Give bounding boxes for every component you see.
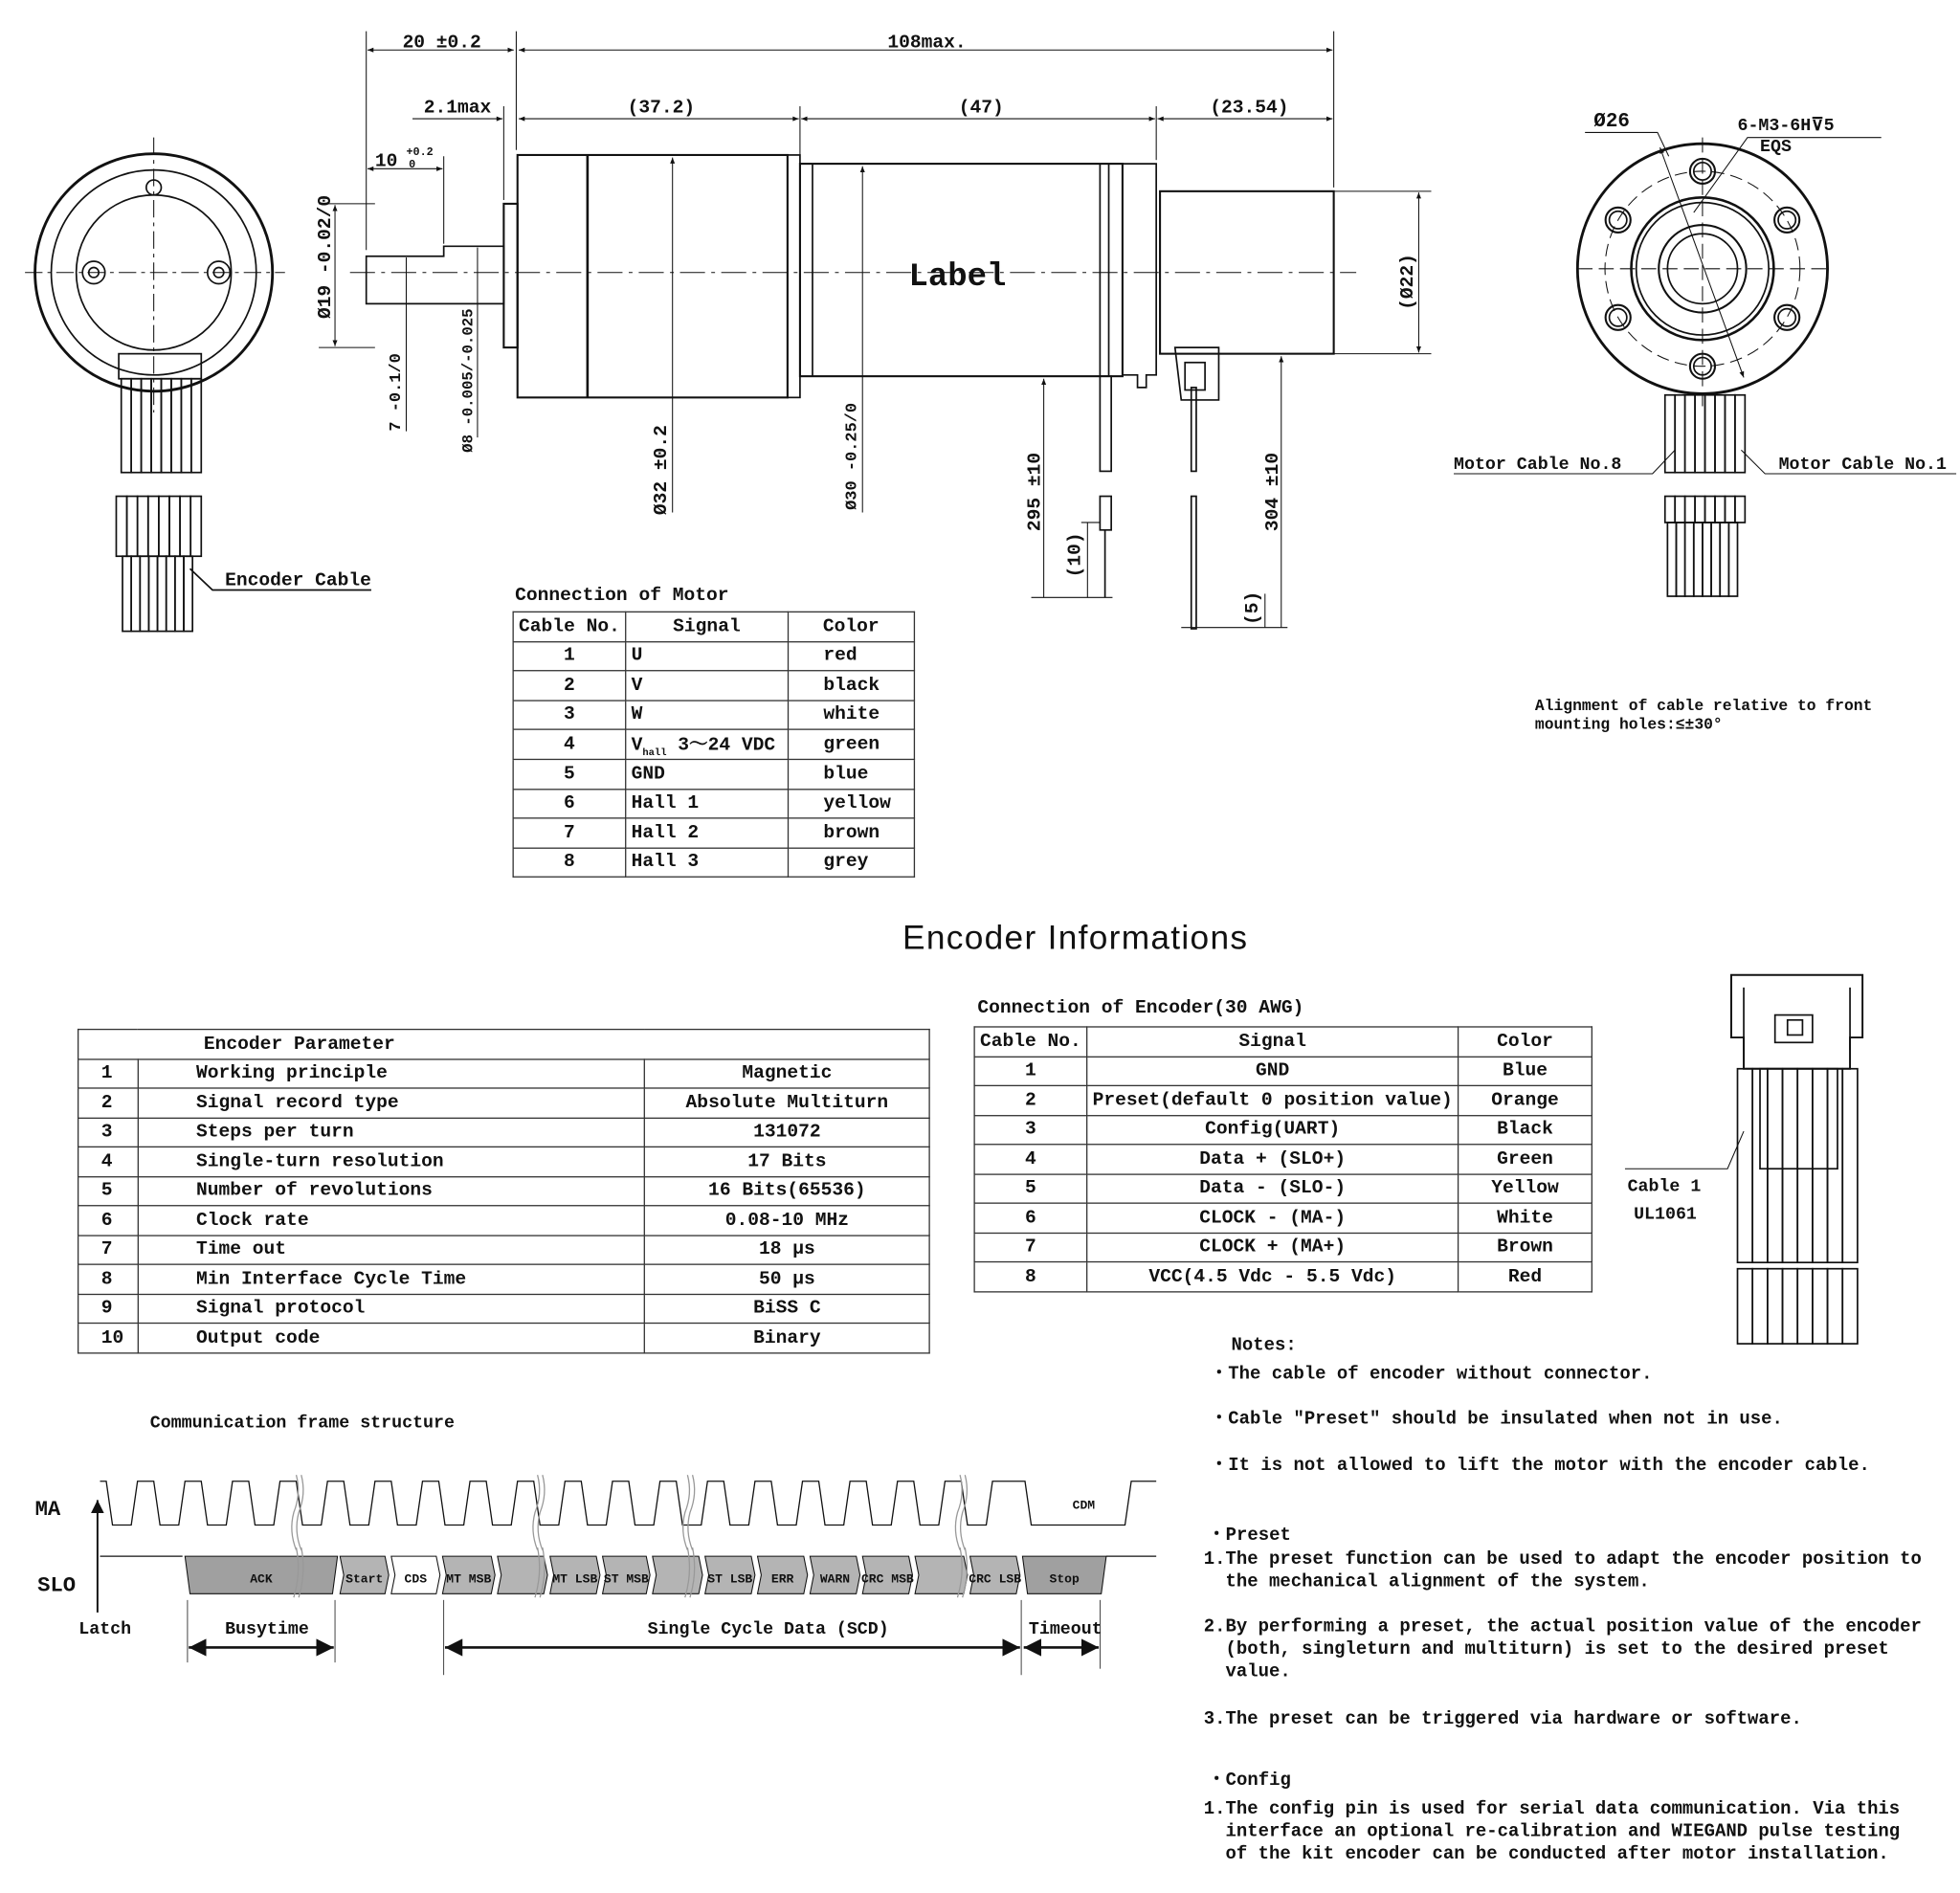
cable-no-cell: 2 [513, 671, 626, 701]
cable-wire [1752, 1269, 1768, 1344]
cable-wire [181, 379, 190, 473]
color-cell: yellow [788, 789, 914, 818]
table-row [513, 818, 914, 848]
cable-wire [1828, 1069, 1843, 1262]
param-value-cell: 131072 [645, 1118, 929, 1147]
cable-wire [1738, 1069, 1753, 1262]
signal-text: W [631, 703, 643, 725]
param-name-cell: Single-turn resolution [138, 1147, 644, 1176]
cable-wire [142, 379, 151, 473]
cable-wire [151, 379, 161, 473]
cable-wire [148, 556, 157, 631]
notes-heading: Notes: [1231, 1336, 1297, 1357]
table-row [974, 1262, 1592, 1292]
signal-subscript: hall [642, 747, 667, 759]
cable-wire [1675, 395, 1684, 473]
signal-text: U [631, 645, 643, 667]
table-row [78, 1324, 929, 1353]
table-row [78, 1118, 929, 1147]
cdm-label: CDM [1072, 1498, 1096, 1513]
cable-no-cell: 4 [513, 729, 626, 759]
segment-label: MT LSB [552, 1571, 598, 1587]
table-row [78, 1206, 929, 1236]
slo-segment [498, 1556, 547, 1593]
cable-wire [1725, 395, 1734, 473]
param-no-cell: 8 [78, 1264, 139, 1294]
cable-wire [1675, 497, 1684, 523]
ma-label: MA [34, 1498, 61, 1523]
cable-wire [1705, 497, 1715, 523]
segment-label: ACK [250, 1571, 273, 1587]
table-header-row [974, 1027, 1592, 1057]
header-signal: Signal [1087, 1027, 1459, 1057]
param-no-cell: 1 [78, 1058, 139, 1088]
dim-cable-295: 295 ±10 [1024, 452, 1046, 532]
signal-cell [626, 818, 788, 848]
cable-no-cell: 3 [513, 700, 626, 729]
param-name-cell: Signal protocol [138, 1294, 644, 1324]
encoder-cable-sketch [1625, 975, 1862, 1344]
color-cell: grey [788, 848, 914, 878]
table-row [513, 848, 914, 878]
section-title: Encoder Informations [902, 918, 1249, 957]
note-item: ・The cable of encoder without connector. [1210, 1365, 1653, 1386]
holes-label: 6-M3-6H⊽5 [1737, 116, 1835, 136]
cable-wire [1783, 1069, 1798, 1262]
signal-cell [626, 789, 788, 818]
table-row [974, 1173, 1592, 1203]
cable-wire [1797, 1069, 1813, 1262]
cable-no-cell: 7 [974, 1233, 1087, 1262]
ul1061-label: UL1061 [1634, 1205, 1697, 1225]
cable-wire [158, 556, 167, 631]
cable-wire [1842, 1269, 1858, 1344]
mounting-hole-inner [1778, 309, 1795, 326]
param-value-cell: 16 Bits(65536) [645, 1176, 929, 1206]
cable-wire [184, 556, 192, 631]
param-table-title: Encoder Parameter [78, 1030, 929, 1059]
color-cell: Green [1459, 1145, 1592, 1174]
cable-no-cell: 8 [513, 848, 626, 878]
cable-wire [148, 497, 159, 557]
cable-wire [140, 556, 148, 631]
cable-wire [1725, 497, 1734, 523]
dim-flat-tol-upper: +0.2 [406, 145, 434, 159]
signal-text: Hall 2 [631, 822, 700, 844]
table-row [78, 1264, 929, 1294]
preset-note: 2.By performing a preset, the actual position value of the encoder (both, singleturn and multiturn) is set to the desired preset value. [1203, 1617, 1922, 1683]
cable-wire [159, 497, 169, 557]
preset-heading: ・Preset [1207, 1526, 1291, 1547]
signal-text: V [631, 674, 643, 697]
segment-label: CRC LSB [969, 1571, 1022, 1587]
dim-motor-length: (47) [958, 97, 1004, 119]
label-text: Label [908, 258, 1007, 296]
cable-wire [191, 379, 201, 473]
dim-flat-length: 10 [374, 150, 398, 172]
cable-wire [1720, 523, 1728, 596]
cable-no-cell: 6 [974, 1203, 1087, 1233]
slo-label: SLO [37, 1573, 77, 1598]
color-cell: green [788, 729, 914, 759]
slo-segment [653, 1556, 702, 1593]
dim-gearhead-length: (37.2) [627, 97, 696, 119]
cable-wire [1711, 523, 1720, 596]
param-no-cell: 5 [78, 1176, 139, 1206]
cable-wire [1665, 395, 1675, 473]
signal-cell: GND [1087, 1057, 1459, 1086]
dim-dia19: Ø19 -0.02/0 [314, 194, 336, 320]
param-no-cell: 6 [78, 1206, 139, 1236]
break-mark [683, 1475, 695, 1549]
mounting-hole-inner [1778, 212, 1795, 229]
signal-cell: Data - (SLO-) [1087, 1173, 1459, 1203]
latch-label: Latch [78, 1620, 132, 1640]
color-cell: black [788, 671, 914, 701]
color-cell: Red [1459, 1262, 1592, 1292]
cable-no-cell: 3 [974, 1115, 1087, 1145]
table-row [974, 1057, 1592, 1086]
signal-cell: Preset(default 0 position value) [1087, 1085, 1459, 1115]
signal-cell [626, 848, 788, 878]
cable-wire [1685, 497, 1695, 523]
param-name-cell: Output code [138, 1324, 644, 1353]
cable-wire [131, 556, 140, 631]
cable-wire [1667, 523, 1676, 596]
cable-wire [190, 497, 201, 557]
cable-wire [1715, 395, 1725, 473]
segment-label: Start [345, 1571, 384, 1587]
table-row [513, 759, 914, 789]
signal-cell: CLOCK - (MA-) [1087, 1203, 1459, 1233]
motor-cable-1-label: Motor Cable No.1 [1778, 455, 1947, 475]
param-no-cell: 3 [78, 1118, 139, 1147]
timeout-label: Timeout [1028, 1620, 1102, 1640]
signal-cell: Data + (SLO+) [1087, 1145, 1459, 1174]
cable-wire [167, 556, 175, 631]
cable-wire [1694, 523, 1703, 596]
cable-wire [1813, 1069, 1828, 1262]
cable-wire [1738, 1269, 1753, 1344]
table-row [974, 1233, 1592, 1262]
dim-strip-5: (5) [1241, 590, 1263, 626]
cable-wire [1828, 1269, 1843, 1344]
param-value-cell: 18 μs [645, 1235, 929, 1264]
cable-wire [180, 497, 190, 557]
table-row [974, 1203, 1592, 1233]
timing-title: Communication frame structure [149, 1414, 455, 1435]
encoder-parameter-table [78, 1029, 930, 1353]
cable-wire [171, 379, 181, 473]
color-cell: White [1459, 1203, 1592, 1233]
cable-wire [1735, 395, 1745, 473]
table-row [513, 789, 914, 818]
param-no-cell: 2 [78, 1088, 139, 1118]
color-cell: Blue [1459, 1057, 1592, 1086]
dim-encoder-length: (23.54) [1210, 97, 1289, 119]
table-row [513, 729, 914, 759]
param-value-cell: 50 μs [645, 1264, 929, 1294]
param-no-cell: 7 [78, 1235, 139, 1264]
cable-wire [169, 497, 180, 557]
cable-no-cell: 8 [974, 1262, 1087, 1292]
cable-wire [1695, 395, 1704, 473]
ma-clock-waveform [100, 1481, 1156, 1526]
signal-cell: VCC(4.5 Vdc - 5.5 Vdc) [1087, 1262, 1459, 1292]
cable-1-label: Cable 1 [1627, 1177, 1702, 1197]
dim-shaft-length: 20 ±0.2 [402, 32, 481, 54]
segment-label: ST LSB [707, 1571, 753, 1587]
signal-cell [626, 729, 788, 759]
signal-cell [626, 759, 788, 789]
header-color: Color [1459, 1027, 1592, 1057]
table-row [513, 700, 914, 729]
eqs-label: EQS [1760, 138, 1792, 158]
color-cell: blue [788, 759, 914, 789]
busytime-label: Busytime [225, 1620, 309, 1640]
param-value-cell: 17 Bits [645, 1147, 929, 1176]
motor-connection-table [513, 612, 916, 878]
cable-no-cell: 2 [974, 1085, 1087, 1115]
alignment-note-2: mounting holes:≤±30° [1534, 715, 1723, 734]
param-no-cell: 9 [78, 1294, 139, 1324]
table-row [974, 1115, 1592, 1145]
param-name-cell: Signal record type [138, 1088, 644, 1118]
dim-flat7: 7 -0.1/0 [387, 353, 406, 432]
cable-no-cell: 7 [513, 818, 626, 848]
signal-text: Hall 1 [631, 792, 700, 814]
note-item: ・It is not allowed to lift the motor with the encoder cable. [1210, 1456, 1870, 1477]
header-color: Color [788, 612, 914, 641]
signal-cell [626, 641, 788, 671]
color-cell: Yellow [1459, 1173, 1592, 1203]
signal-cell: CLOCK + (MA+) [1087, 1233, 1459, 1262]
note-item: ・Cable "Preset" should be insulated when not in use. [1210, 1410, 1783, 1431]
signal-cell [626, 700, 788, 729]
param-no-cell: 4 [78, 1147, 139, 1176]
signal-text: V [631, 734, 643, 757]
param-no-cell: 10 [78, 1324, 139, 1353]
break-mark [292, 1475, 303, 1549]
cable-wire [1813, 1269, 1828, 1344]
cable-wire [1677, 523, 1685, 596]
cable-wire [1703, 523, 1711, 596]
signal-text: Hall 3 [631, 851, 700, 873]
motor-table-title: Connection of Motor [515, 585, 729, 607]
dim-dia32: Ø32 ±0.2 [651, 425, 673, 516]
side-view [319, 32, 1431, 629]
cable-wire [1685, 523, 1694, 596]
param-name-cell: Min Interface Cycle Time [138, 1264, 644, 1294]
cable-wire [175, 556, 184, 631]
dim-strip-10: (10) [1064, 532, 1086, 578]
scd-label: Single Cycle Data (SCD) [647, 1620, 889, 1640]
header-signal: Signal [626, 612, 788, 641]
dim-cable-304: 304 ±10 [1261, 452, 1283, 532]
table-row [78, 1088, 929, 1118]
timing-diagram [98, 1475, 1156, 1675]
table-row [513, 671, 914, 701]
table-row [78, 1294, 929, 1324]
table-row [513, 641, 914, 671]
color-cell: Orange [1459, 1085, 1592, 1115]
cable-no-cell: 5 [974, 1173, 1087, 1203]
cable-wire [1768, 1269, 1783, 1344]
cable-wire [1715, 497, 1725, 523]
cable-wire [1768, 1069, 1783, 1262]
cable-wire [1705, 395, 1715, 473]
param-value-cell: Magnetic [645, 1058, 929, 1088]
cable-wire [1842, 1069, 1858, 1262]
cable-no-cell: 1 [974, 1057, 1087, 1086]
motor-cable-8-label: Motor Cable No.8 [1454, 455, 1622, 475]
preset-note: 3.The preset can be triggered via hardware or software. [1203, 1709, 1802, 1730]
segment-label: CDS [404, 1571, 428, 1587]
color-cell: red [788, 641, 914, 671]
cable-wire [1685, 395, 1695, 473]
dim-dia22: (Ø22) [1396, 254, 1418, 310]
cable-wire [1783, 1269, 1798, 1344]
segment-label: CRC MSB [860, 1571, 914, 1587]
header-cable-no: Cable No. [974, 1027, 1087, 1057]
cable-no-cell: 1 [513, 641, 626, 671]
segment-label: MT MSB [446, 1571, 492, 1587]
front-view [1454, 132, 1956, 596]
cable-wire [1665, 497, 1675, 523]
color-cell: white [788, 700, 914, 729]
dim-flange-gap: 2.1max [423, 97, 492, 119]
dia26-label: Ø26 [1593, 110, 1630, 133]
cable-no-cell: 4 [974, 1145, 1087, 1174]
table-row [78, 1147, 929, 1176]
cable-wire [138, 497, 148, 557]
preset-note: 1.The preset function can be used to adapt the encoder position to the mechanical alignment of the system. [1203, 1549, 1922, 1592]
table-row [78, 1058, 929, 1088]
encoder-connection-table [973, 1026, 1592, 1292]
table-header-row [513, 612, 914, 641]
dim-dia30: Ø30 -0.25/0 [843, 402, 862, 510]
signal-cell: Config(UART) [1087, 1115, 1459, 1145]
color-cell: Brown [1459, 1233, 1592, 1262]
param-value-cell: Binary [645, 1324, 929, 1353]
cable-wire [116, 497, 126, 557]
encoder-cable-label: Encoder Cable [225, 569, 371, 591]
header-cable-no: Cable No. [513, 612, 626, 641]
cable-wire [122, 556, 131, 631]
table-row [78, 1176, 929, 1206]
cable-wire [122, 379, 131, 473]
param-name-cell: Clock rate [138, 1206, 644, 1236]
cable-wire [127, 497, 138, 557]
segment-label: Stop [1049, 1571, 1080, 1587]
cable-wire [1728, 523, 1737, 596]
param-name-cell: Steps per turn [138, 1118, 644, 1147]
cable-no-cell: 5 [513, 759, 626, 789]
param-value-cell: 0.08-10 MHz [645, 1206, 929, 1236]
param-name-cell: Working principle [138, 1058, 644, 1088]
cable-wire [161, 379, 170, 473]
signal-cell [626, 671, 788, 701]
dim-dia8: Ø8 -0.005/-0.025 [459, 308, 478, 453]
param-name-cell: Time out [138, 1235, 644, 1264]
cable-wire [1735, 497, 1745, 523]
param-name-cell: Number of revolutions [138, 1176, 644, 1206]
cable-no-cell: 6 [513, 789, 626, 818]
table-header-row [78, 1030, 929, 1059]
cable-wire [131, 379, 141, 473]
table-row [974, 1085, 1592, 1115]
table-row [78, 1235, 929, 1264]
encoder-table-title: Connection of Encoder(30 AWG) [977, 997, 1304, 1019]
cable-wire [1695, 497, 1704, 523]
cable-wire [1797, 1269, 1813, 1344]
color-cell: brown [788, 818, 914, 848]
param-value-cell: BiSS C [645, 1294, 929, 1324]
config-note: 1.The config pin is used for serial data communication. Via this interface an optional re-calibration and WIEGAND pulse testing of the kit encoder can be conducted after motor installation. [1203, 1799, 1901, 1865]
alignment-note-1: Alignment of cable relative to front [1534, 696, 1873, 715]
signal-suffix: 3～24 VDC [666, 734, 776, 757]
segment-label: ERR [770, 1571, 794, 1587]
dim-flat-tol-lower: 0 [409, 158, 416, 172]
signal-text: GND [631, 763, 665, 785]
segment-label: ST MSB [603, 1571, 649, 1587]
table-row [974, 1145, 1592, 1174]
config-heading: ・Config [1207, 1771, 1291, 1792]
color-cell: Black [1459, 1115, 1592, 1145]
dim-total-length: 108max. [887, 32, 967, 54]
param-value-cell: Absolute Multiturn [645, 1088, 929, 1118]
segment-label: WARN [819, 1571, 851, 1587]
